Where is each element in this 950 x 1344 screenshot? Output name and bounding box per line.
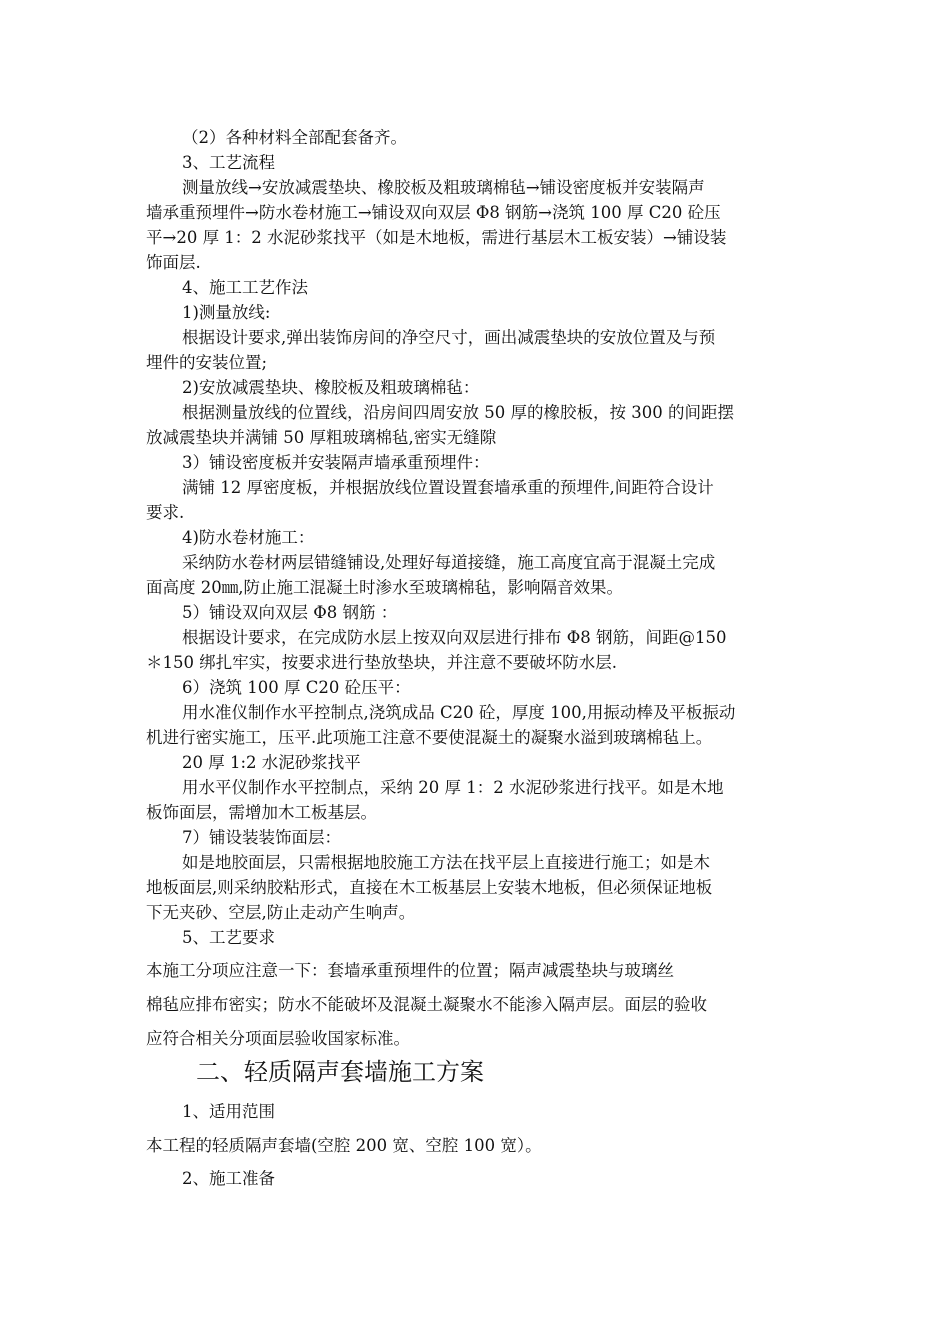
subsection-heading: 2)安放减震垫块、橡胶板及粗玻璃棉毡： — [182, 378, 480, 397]
subsection-heading: 5）铺设双向双层 Φ8 钢筋 ： — [182, 603, 398, 622]
paragraph-line: 用水准仪制作水平控制点,浇筑成品 C20 砼，厚度 100,用振动棒及平板振动 — [182, 703, 736, 722]
section-heading: 5、工艺要求 — [182, 928, 275, 947]
section-heading: 3、工艺流程 — [182, 153, 275, 172]
paragraph-line: 平→20 厚 1：2 水泥砂浆找平（如是木地板，需进行基层木工板安装）→铺设装 — [146, 228, 727, 247]
section-heading: 4、施工工艺作法 — [182, 278, 308, 297]
section-heading: 1、适用范围 — [182, 1102, 275, 1121]
paragraph-line: 下无夹砂、空层,防止走动产生响声。 — [146, 903, 416, 922]
paragraph-line: 要求. — [146, 503, 185, 522]
subsection-heading: 6）浇筑 100 厚 C20 砼压平： — [182, 678, 411, 697]
paragraph-line: 面高度 20㎜,防止施工混凝土时渗水至玻璃棉毡，影响隔音效果。 — [146, 578, 623, 597]
paragraph-line: ＊150 绑扎牢实，按要求进行垫放垫块，并注意不要破坏防水层. — [146, 653, 617, 672]
chapter-heading: 二、轻质隔声套墙施工方案 — [196, 1058, 484, 1086]
section-heading: 2、施工准备 — [182, 1169, 275, 1188]
paragraph-line: 根据测量放线的位置线，沿房间四周安放 50 厚的橡胶板，按 300 的间距摆 — [182, 403, 734, 422]
paragraph-line: 地板面层,则采纳胶粘形式，直接在木工板基层上安装木地板，但必须保证地板 — [146, 878, 713, 897]
paragraph-line: 本工程的轻质隔声套墙(空腔 200 宽、空腔 100 宽）。 — [146, 1136, 542, 1155]
paragraph-line: 放减震垫块并满铺 50 厚粗玻璃棉毡,密实无缝隙 — [146, 428, 497, 447]
paragraph-line: 棉毡应排布密实；防水不能破坏及混凝土凝聚水不能渗入隔声层。面层的验收 — [146, 995, 707, 1014]
paragraph-line: 用水平仪制作水平控制点，采纳 20 厚 1：2 水泥砂浆进行找平。如是木地 — [182, 778, 724, 797]
paragraph-line: 满铺 12 厚密度板，并根据放线位置设置套墙承重的预埋件,间距符合设计 — [182, 478, 714, 497]
subsection-heading: 3）铺设密度板并安装隔声墙承重预埋件： — [182, 453, 490, 472]
subsection-heading: 7）铺设装装饰面层： — [182, 828, 341, 847]
paragraph-line: 板饰面层，需增加木工板基层。 — [146, 803, 377, 822]
paragraph-line: 墙承重预埋件→防水卷材施工→铺设双向双层 Φ8 钢筋→浇筑 100 厚 C20 砼压 — [146, 203, 721, 222]
paragraph-line: 根据设计要求,弹出装饰房间的净空尺寸，画出减震垫块的安放位置及与预 — [182, 328, 716, 347]
subsection-heading: 20 厚 1:2 水泥砂浆找平 — [182, 753, 361, 772]
paragraph-line: 如是地胶面层，只需根据地胶施工方法在找平层上直接进行施工；如是木 — [182, 853, 710, 872]
paragraph-line: 根据设计要求，在完成防水层上按双向双层进行排布 Φ8 钢筋，间距@150 — [182, 628, 727, 647]
paragraph-line: 测量放线→安放减震垫块、橡胶板及粗玻璃棉毡→铺设密度板并安装隔声 — [182, 178, 705, 197]
paragraph-line: 应符合相关分项面层验收国家标准。 — [146, 1029, 410, 1048]
subsection-heading: 1)测量放线: — [182, 303, 271, 322]
paragraph-line: 本施工分项应注意一下：套墙承重预埋件的位置；隔声减震垫块与玻璃丝 — [146, 961, 674, 980]
paragraph-line: 饰面层. — [146, 253, 201, 272]
paragraph-line: 采纳防水卷材两层错缝铺设,处理好每道接缝，施工高度宜高于混凝土完成 — [182, 553, 716, 572]
paragraph-line: 机进行密实施工，压平.此项施工注意不要使混凝土的凝聚水溢到玻璃棉毡上。 — [146, 728, 713, 747]
text-line: （2）各种材料全部配套备齐。 — [182, 128, 407, 147]
paragraph-line: 埋件的安装位置; — [146, 353, 268, 372]
subsection-heading: 4)防水卷材施工： — [182, 528, 315, 547]
